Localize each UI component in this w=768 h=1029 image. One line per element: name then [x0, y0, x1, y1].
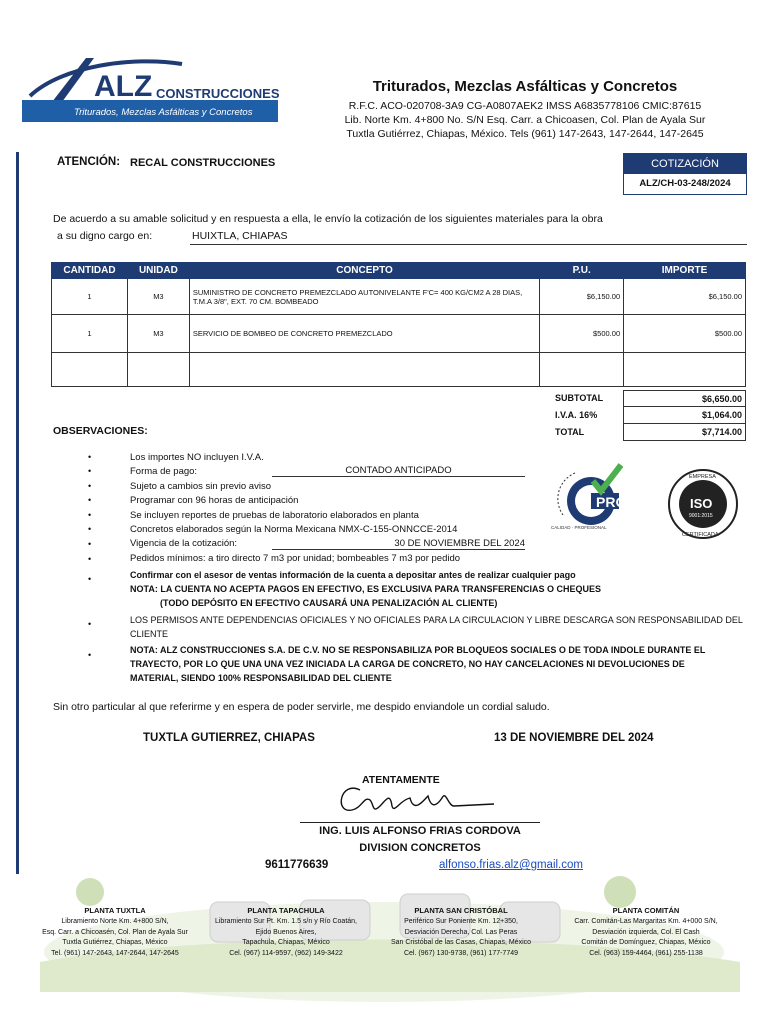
bullet-icon: •	[88, 481, 92, 491]
plant-line: Ejido Buenos Aires,	[255, 928, 317, 936]
plant-line: Esq. Carr. a Chicoasén, Col. Plan de Ayala Sur	[42, 928, 188, 936]
row-concept: SUMINISTRO DE CONCRETO PREMEZCLADO AUTONIVELANTE F'C= 400 KG/CM2 A 28 DIAS, T.M.A 3/8", EXT. 70 CM. BOMBEADO	[189, 279, 539, 315]
plant-tuxtla	[30, 906, 200, 960]
obs-schedule: Programar con 96 horas de anticipación	[130, 495, 299, 506]
obs-note-1: NOTA: ALZ CONSTRUCCIONES S.A. DE C.V. NO SE RESPONSABILIZA POR BLOQUEOS SOCIALES O DE TODA INDOLE DURANTE EL	[130, 645, 706, 655]
obs-iva: Los importes NO incluyen I.V.A.	[130, 452, 264, 463]
table-row	[52, 279, 746, 315]
closing-text: Sin otro particular al que referirme y en espera de poder servirle, me despido enviandole un cordial saludo.	[53, 701, 550, 713]
bullet-icon: •	[88, 650, 92, 660]
plant-line: San Cristóbal de las Casas, Chiapas, México	[390, 939, 532, 947]
row-unit	[127, 353, 189, 387]
logo-tagline: Triturados, Mezclas Asfálticas y Concretos	[74, 107, 253, 118]
plant-san-cristobal	[376, 906, 546, 960]
row-amount: $6,150.00	[624, 279, 746, 315]
handwritten-signature	[330, 770, 500, 820]
logo-rest-text: CONSTRUCCIONES	[156, 86, 280, 101]
signature-greeting: ATENTAMENTE	[362, 774, 440, 786]
plant-line: Cel. (967) 114-9597, (962) 149-3422	[229, 950, 343, 958]
place: TUXTLA GUTIERREZ, CHIAPAS	[143, 732, 315, 744]
plant-title: PLANTA TUXTLA	[84, 906, 146, 915]
obs-changes: Sujeto a cambios sin previo aviso	[130, 481, 271, 492]
obs-payment-label: Forma de pago:	[130, 466, 198, 477]
plant-line: Tapachula, Chiapas, México	[242, 939, 330, 947]
plant-line: Cel. (967) 130-9738, (961) 177-7749	[403, 950, 519, 958]
plant-line: Cel. (963) 159-4464, (961) 255-1138	[589, 950, 703, 958]
bullet-icon: •	[88, 574, 92, 584]
signer-name: ING. LUIS ALFONSO FRIAS CORDOVA	[319, 825, 521, 837]
row-concept	[189, 353, 539, 387]
bullet-icon: •	[88, 619, 92, 629]
obs-note-3: MATERIAL, SIENDO 100% RESPONSABILIDAD DEL CLIENTE	[130, 673, 392, 683]
obs-norm: Concretos elaborados según la Norma Mexicana NMX-C-155-ONNCCE-2014	[130, 524, 458, 535]
table-header	[52, 263, 746, 279]
bullet-icon: •	[88, 495, 92, 505]
quote-number: ALZ/CH-03-248/2024	[639, 178, 731, 189]
site-location: HUIXTLA, CHIAPAS	[190, 230, 747, 245]
seal-iso-ring-top: EMPRESA	[689, 474, 716, 480]
plant-line: Libramiento Norte Km. 4+800 S/N,	[61, 917, 169, 925]
obs-validity-label: Vigencia de la cotización:	[130, 538, 238, 549]
seal-iso-ring-bottom: CERTIFICADA	[682, 532, 719, 538]
subtotal-value: $6,650.00	[623, 390, 746, 407]
iva-value: $1,064.00	[623, 407, 746, 424]
totals-block	[555, 390, 746, 441]
left-accent-bar	[16, 152, 19, 874]
attention-label: ATENCIÓN:	[57, 156, 121, 168]
total-label: TOTAL	[555, 427, 585, 437]
header-address: Lib. Norte Km. 4+800 No. S/N Esq. Carr. a Chicoasen, Col. Plan de Ayala Sur	[344, 114, 706, 126]
signer-email-link[interactable]: alfonso.frias.alz@gmail.com	[439, 859, 583, 871]
signer-phone: 9611776639	[265, 859, 329, 871]
logo-main-text: ALZ	[94, 70, 153, 103]
plant-line: Carr. Comitán-Las Margaritas Km. 4+000 S/N,	[574, 917, 718, 925]
subtotal-label: SUBTOTAL	[555, 393, 604, 403]
row-pu: $500.00	[540, 315, 624, 353]
bullet-icon: •	[88, 466, 92, 476]
plant-title: PLANTA TAPACHULA	[247, 906, 325, 915]
table-row	[52, 353, 746, 387]
seal-iso-text: ISO	[690, 496, 713, 511]
header-unidad: UNIDAD	[127, 263, 189, 279]
obs-confirm-3: (TODO DEPÓSITO EN EFECTIVO CAUSARÁ UNA PENALIZACIÓN AL CLIENTE)	[160, 598, 498, 608]
calidad-profesional-seal	[547, 461, 625, 533]
plant-line: Desviación izquierda, Col. El Cash	[592, 928, 700, 936]
obs-payment-value: CONTADO ANTICIPADO	[272, 465, 525, 477]
intro-text-2: a su digno cargo en:	[57, 230, 153, 242]
iso-certificate-seal	[664, 468, 742, 540]
row-qty: 1	[52, 315, 128, 353]
obs-permits-2: CLIENTE	[130, 629, 169, 639]
seal-pro-text: PRO	[596, 494, 625, 510]
obs-note-2: TRAYECTO, POR LO QUE UNA UNA VEZ INICIADA LA CARGA DE CONCRETO, NO HAY CANCELACIONES NI DEVOLUCIONES DE	[130, 659, 685, 669]
obs-confirm-2: NOTA: LA CUENTA NO ACEPTA PAGOS EN EFECTIVO, ES EXCLUSIVA PARA TRANSFERENCIAS O CHEQUES	[130, 584, 602, 594]
plant-title: PLANTA SAN CRISTÓBAL	[414, 906, 508, 915]
plant-line: Periférico Sur Poniente Km. 12+350,	[404, 917, 518, 925]
obs-lab: Se incluyen reportes de pruebas de laboratorio elaborados en planta	[130, 510, 419, 521]
row-pu: $6,150.00	[540, 279, 624, 315]
header-concepto: CONCEPTO	[189, 263, 539, 279]
bullet-icon: •	[88, 524, 92, 534]
obs-confirm-1: Confirmar con el asesor de ventas información de la cuenta a depositar antes de realizar cualquier pago	[130, 570, 576, 580]
row-amount: $500.00	[624, 315, 746, 353]
iva-label: I.V.A. 16%	[555, 410, 598, 420]
seal-pro-ring: CALIDAD · PROFESIONAL	[551, 525, 607, 530]
total-value: $7,714.00	[623, 424, 746, 441]
plant-line: Comitán de Domínguez, Chiapas, México	[581, 939, 711, 947]
bullet-icon: •	[88, 510, 92, 520]
bullet-icon: •	[88, 554, 92, 564]
observations-title: OBSERVACIONES:	[53, 425, 148, 437]
intro-text: De acuerdo a su amable solicitud y en respuesta a ella, le envío la cotización de los siguientes materiales para la obra	[53, 213, 603, 225]
plant-line: Libramiento Sur Pt. Km. 1.5 s/n y Río Coatán,	[214, 917, 357, 925]
signature-line	[300, 822, 540, 823]
plant-comitan	[560, 906, 732, 960]
header-tax-ids: R.F.C. ACO-020708-3A9 CG-A0807AEK2 IMSS A6835778106 CMIC:87615	[348, 100, 702, 112]
plant-line: Tel. (961) 147-2643, 147-2644, 147-2645	[51, 950, 179, 958]
document-date: 13 DE NOVIEMBRE DEL 2024	[494, 732, 654, 744]
header-title: Triturados, Mezclas Asfálticas y Concretos	[372, 78, 678, 95]
obs-minimum: Pedidos mínimos: a tiro directo 7 m3 por unidad; bombeables 7 m3 por pedido	[130, 553, 461, 564]
plant-title: PLANTA COMITÁN	[612, 906, 680, 915]
items-table	[51, 262, 746, 387]
row-concept: SERVICIO DE BOMBEO DE CONCRETO PREMEZCLADO	[189, 315, 539, 353]
company-logo	[22, 52, 284, 130]
header-pu: P.U.	[540, 263, 624, 279]
row-qty	[52, 353, 128, 387]
bullet-icon: •	[88, 539, 92, 549]
row-amount	[624, 353, 746, 387]
row-unit: M3	[127, 279, 189, 315]
header-cantidad: CANTIDAD	[52, 263, 128, 279]
plant-line: Desviación Derecha, Col. Las Peras	[404, 928, 518, 936]
bullet-icon: •	[88, 452, 92, 462]
quote-label: COTIZACIÓN	[624, 154, 746, 174]
header-city-phones: Tuxtla Gutiérrez, Chiapas, México. Tels (961) 147-2643, 147-2644, 147-2645	[346, 128, 704, 140]
signer-division: DIVISION CONCRETOS	[359, 842, 481, 854]
seal-iso-sub: 9001:2015	[689, 513, 713, 519]
obs-validity-value: 30 DE NOVIEMBRE DEL 2024	[272, 538, 525, 550]
plant-line: Tuxtla Gutiérrez, Chiapas, México	[62, 939, 168, 947]
plant-tapachula	[206, 906, 366, 960]
obs-permits-1: LOS PERMISOS ANTE DEPENDENCIAS OFICIALES Y NO OFICIALES PARA LA CIRCULACION Y LIBRE DESCARGA SON RESPONSABILIDAD DEL	[130, 615, 743, 625]
table-row	[52, 315, 746, 353]
attention-value: RECAL CONSTRUCCIONES	[130, 157, 276, 169]
row-pu	[540, 353, 624, 387]
header-importe: IMPORTE	[624, 263, 746, 279]
row-unit: M3	[127, 315, 189, 353]
quote-box	[623, 153, 747, 195]
row-qty: 1	[52, 279, 128, 315]
